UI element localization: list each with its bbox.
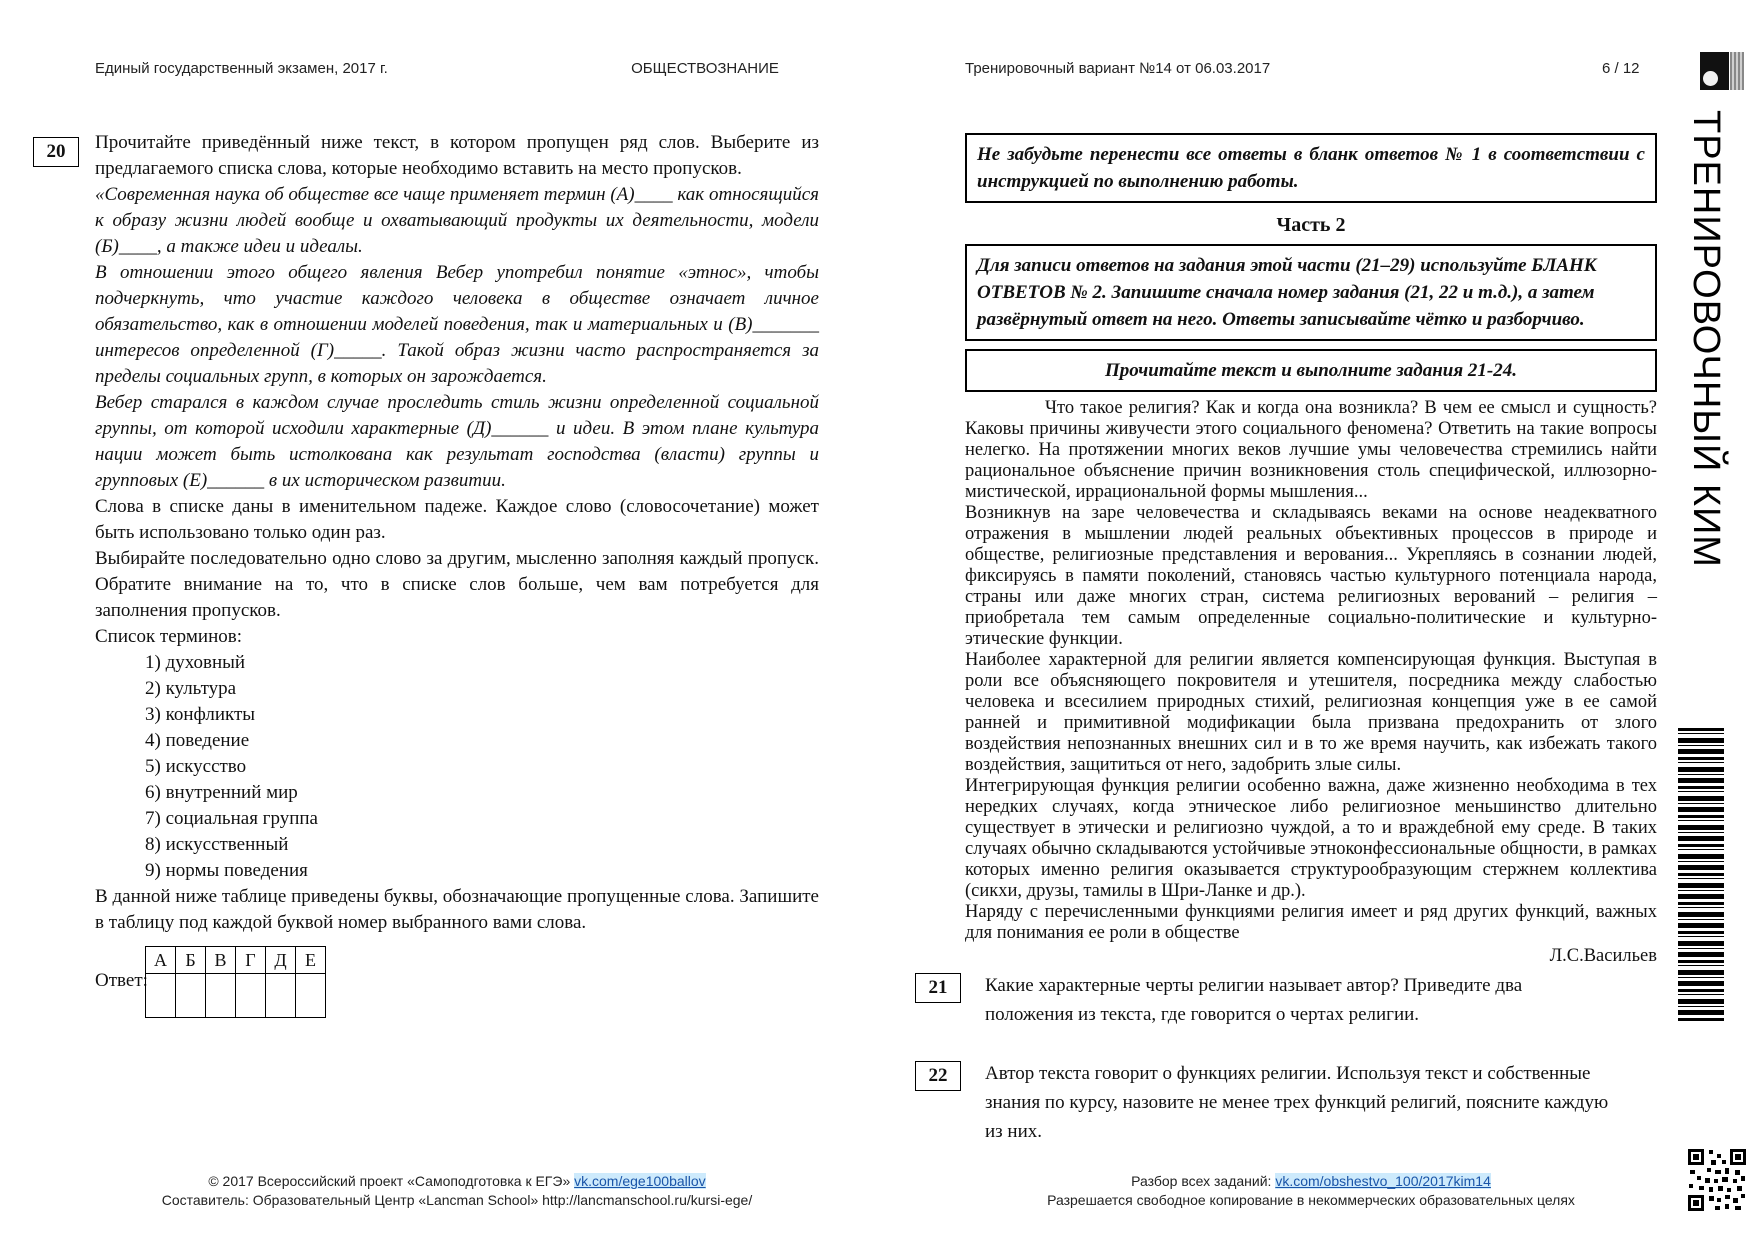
q20-note-2: Выбирайте последовательно одно слово за другим, мысленно заполняя каждый пропуск. Обратите внимание на то, что в списке слов больше, чем вам потребуется для заполнения пропусков. [95,548,819,621]
answer-cell [266,974,296,1018]
term-item: 4) поведение [145,730,250,751]
publisher-logo-icon [1700,52,1744,90]
question-20-number-label: 20 [46,141,66,162]
transfer-answers-notice: Не забудьте перенести все ответы в бланк ответов № 1 в соответствии с инструкцией по выполнению работы. [965,133,1657,203]
q20-terms-title: Список терминов: [95,626,242,647]
answer-column-header: А [146,947,176,974]
qr-code [1687,1148,1747,1212]
q20-quote-3: Вебер старался в каждом случае проследить стиль жизни определенной социальной группы, от которой исходили характерные (Д)______ и идеи. В этом плане культура нации может быть истолкована как результат господства (власти) группы и групповых (Е)______ в их историческом развитии. [95,392,819,491]
footer-copyright-text: © 2017 Всероссийский проект «Самоподготовка к ЕГЭ» [208,1173,575,1189]
term-item: 7) социальная группа [145,808,318,829]
question-22-text: Автор текста говорит о функциях религии. Используя текст и собственные знания по курсу, назовите не менее трех функций религий, поясните каждую из них. [985,1063,1609,1142]
footer-left-line2: Составитель: Образовательный Центр «Lancman School» http://lancmanschool.ru/kursi-ege/ [161,1192,753,1208]
answer-label: Ответ: [95,970,148,991]
part-2-instructions: Для записи ответов на задания этой части (21–29) используйте БЛАНК ОТВЕТОВ № 2. Запишите сначала номер задания (21, 22 и т.д.), а затем развёрнутый ответ на него. Ответы записывайте чётко и разборчиво. [965,244,1657,341]
question-22-number [915,1061,961,1091]
q20-intro: Прочитайте приведённый ниже текст, в котором пропущен ряд слов. Выберите из предлагаемого списка слова, которые необходимо вставить на место пропусков. [95,132,819,179]
passage-paragraph: Возникнув на заре человечества и складываясь веками на основе неадекватного отражения в мышлении людей реальных объективных процессов в природе и обществе, религиозные представления и верования... Укрепляясь в сознании людей, фиксируясь в памяти поколений, становясь частью культурного потенциала народа, страны или даже многих стран, система религиозных верований – религия – приобретала тем самым определенные социально-политические и культурно-этические функции. [965,503,1657,649]
footer-right-line2: Разрешается свободное копирование в некоммерческих образовательных целях [1047,1192,1575,1208]
footer-right [965,1172,1657,1210]
question-21-text: Какие характерные черты религии называет автор? Приведите два положения из текста, где говорится о чертах религии. [985,975,1523,1025]
passage-paragraph: Интегрирующая функция религии особенно важна, даже жизненно необходима в тех нередких случаях, когда этническое либо религиозное меньшинство длительно существует в этически и религиозно чуждой, а то и враждебной ему среде. В таких случаях обычно складываются устойчивые этноконфессиональные общности, в рамках которых именно религия оказывается структурообразующим стержнем коллектива (сикхи, друзы, тамилы в Шри-Ланке и др.). [965,776,1657,901]
footer-right-line1 [965,1172,1657,1191]
question-22-number-label: 22 [928,1065,948,1086]
barcode [1678,728,1724,1022]
term-item: 2) культура [145,678,237,699]
answer-table [145,946,326,1018]
part-2-title: Часть 2 [1276,214,1346,236]
footer-left [95,1172,819,1210]
answer-cell [206,974,236,1018]
passage-paragraph: Наиболее характерной для религии является компенсирующая функция. Выступая в роли все объясняющего покровителя и утешителя, посредника между слабостью человека и всесилием природных стихий, религиозная концепция уже в ее самой ранней и примитивной модификации была призвана предохранить от злого воздействия непознанных внешних сил и в то же время научить, как избежать такого воздействия, защититься от него, задобрить злые силы. [965,650,1657,775]
answer-column-header: Е [296,947,326,974]
footer-review-link[interactable]: vk.com/obshestvo_100/2017kim14 [1275,1173,1491,1189]
q20-table-note: В данной ниже таблице приведены буквы, обозначающие пропущенные слова. Запишите в таблицу под каждой буквой номер выбранного вами слова. [95,886,819,933]
footer-review-text: Разбор всех заданий: [1131,1173,1276,1189]
term-item: 9) нормы поведения [145,860,308,881]
left-column [95,130,819,1026]
header-subject: ОБЩЕСТВОЗНАНИЕ [631,60,779,77]
term-item: 3) конфликты [145,704,256,725]
term-item: 8) искусственный [145,834,289,855]
q20-answer-area [95,946,819,1026]
q20-terms-list [145,650,819,884]
term-item: 5) искусство [145,756,247,777]
term-item: 1) духовный [145,652,246,673]
passage-paragraph: Что такое религия? Как и когда она возникла? В чем ее смысл и сущность? Каковы причины живучести этого социального феномена? Ответить на такие вопросы нелегко. На протяжении многих веков лучшие умы человечества стремились найти рациональное объяснение причин возникновения столь специфической, иллюзорно-мистической, иррациональной формы мышления... [965,398,1657,502]
answer-table-input-row [146,974,326,1018]
header-variant: Тренировочный вариант №14 от 06.03.2017 [965,60,1271,77]
passage-author: Л.С.Васильев [1549,946,1657,966]
footer-vk-link[interactable]: vk.com/ege100ballov [574,1173,706,1189]
passage-paragraph: Наряду с перечисленными функциями религия имеет и ряд других функций, важных для понимания ее роли в обществе [965,902,1657,943]
question-21-number-label: 21 [928,977,948,998]
read-text-notice: Прочитайте текст и выполните задания 21-24. [965,349,1657,392]
answer-column-header: Б [176,947,206,974]
question-20-number [33,137,79,167]
q20-quote-1: «Современная наука об обществе все чаще применяет термин (А)____ как относящийся к образу жизни людей вообще и охватывающий продукты их деятельности, модели (Б)____, а также идеи и идеалы. [95,184,819,257]
logo-circle [1703,71,1718,86]
answer-column-header: В [206,947,236,974]
answer-cell [236,974,266,1018]
answer-column-header: Г [236,947,266,974]
right-column [965,133,1657,967]
question-21-number [915,973,961,1003]
q20-quote-2: В отношении этого общего явления Вебер употребил понятие «этнос», чтобы подчеркнуть, что участие каждого человека в обществе означает личное обязательство, как в отношении моделей поведения, так и материальных и (В)_______ интересов определенной (Г)_____. Такой образ жизни часто распространяется за пределы социальных групп, в которых он зарождается. [95,262,819,387]
answer-cell [296,974,326,1018]
answer-table-header-row [146,947,326,974]
answer-column-header: Д [266,947,296,974]
answer-cell [176,974,206,1018]
footer-left-line1 [95,1172,819,1191]
reading-passage [965,398,1657,944]
answer-cell [146,974,176,1018]
term-item: 6) внутренний мир [145,782,298,803]
header-exam-title: Единый государственный экзамен, 2017 г. [95,60,388,77]
logo-stripes [1730,52,1744,90]
header-page-number: 6 / 12 [1602,60,1640,77]
q20-note-1: Слова в списке даны в именительном падеже. Каждое слово (словосочетание) может быть использовано только один раз. [95,496,819,543]
vertical-watermark: ТРЕНИРОВОЧНЫЙ КИМ [1685,110,1727,568]
